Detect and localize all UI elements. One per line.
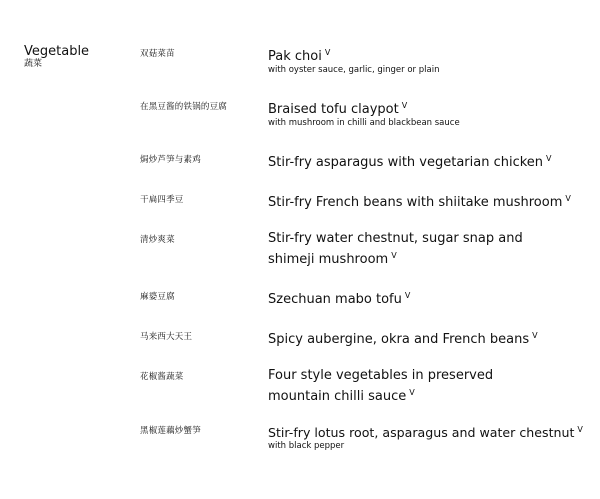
- item-name: Braised tofu claypot $^V$: [268, 101, 408, 117]
- section-title-en: Vegetable: [24, 44, 90, 59]
- item-description: with mushroom in chilli and blackbean sauce: [268, 118, 460, 128]
- item-chinese-name: 干扁四季豆: [140, 195, 184, 205]
- item-chinese-name: 双菇菜苗: [140, 49, 175, 59]
- item-name: Stir-fry asparagus with vegetarian chicken $^V$: [268, 154, 552, 170]
- vegetarian-mark: V: [565, 194, 571, 203]
- item-name: Four style vegetables in preserved mountain chilli sauce $^V$: [268, 368, 494, 404]
- section-title: [24, 44, 89, 70]
- item-chinese-name: 花椒酱蔬菜: [140, 372, 184, 382]
- item-chinese-name: 麻婆豆腐: [140, 292, 175, 302]
- item-chinese-name: 焗炒芦笋与素鸡: [140, 155, 201, 165]
- item-description: with black pepper: [268, 441, 345, 451]
- vegetarian-mark: V: [391, 251, 397, 260]
- item-chinese-name: 马来西大天王: [140, 332, 193, 342]
- section-title-cn: 蔬菜: [24, 59, 43, 69]
- vegetarian-mark: V: [532, 331, 538, 340]
- item-chinese-name: 在黑豆酱的铁锅的豆腐: [140, 102, 228, 112]
- vegetarian-mark: V: [577, 425, 583, 434]
- item-chinese-name: 清炒爽菜: [140, 235, 175, 245]
- vegetarian-mark: V: [404, 291, 411, 300]
- vegetarian-mark: V: [401, 101, 408, 110]
- vegetarian-mark: V: [546, 154, 552, 163]
- item-name: Szechuan mabo tofu $^V$: [268, 291, 411, 307]
- vegetarian-mark: V: [409, 388, 415, 397]
- item-name: Stir-fry French beans with shiitake mushroom $^V$: [268, 194, 571, 210]
- item-description: with oyster sauce, garlic, ginger or plain: [268, 65, 440, 75]
- item-name: Stir-fry water chestnut, sugar snap and shimeji mushroom $^V$: [268, 231, 523, 267]
- item-name: Pak choi $^V$: [268, 48, 331, 64]
- item-name: Stir-fry lotus root, asparagus and water chestnut $^V$: [268, 425, 583, 440]
- item-name: Spicy aubergine, okra and French beans $^V$: [268, 331, 538, 347]
- item-chinese-name: 黑椒莲藕炒蟹笋: [140, 426, 201, 436]
- vegetarian-mark: V: [324, 48, 331, 57]
